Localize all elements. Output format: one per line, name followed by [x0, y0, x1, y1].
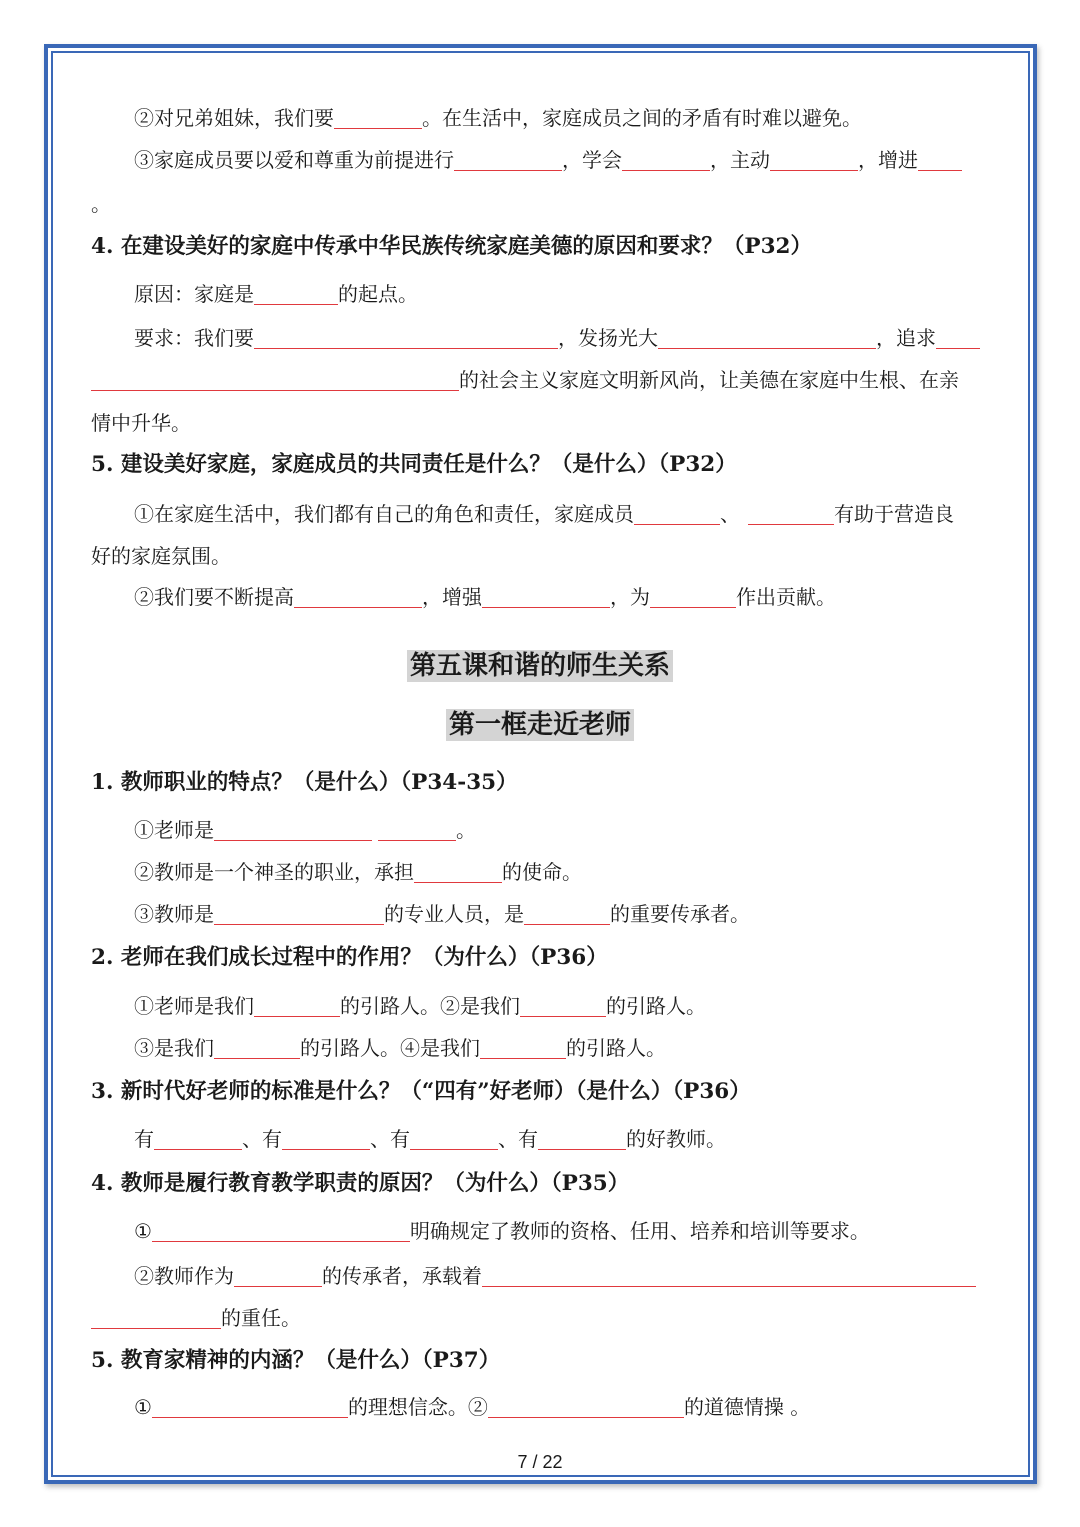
text-line: ③教师是 的专业人员，是 的重要传承者。: [134, 902, 750, 926]
page-number: 7 / 22: [517, 1452, 563, 1472]
text-line: 的社会主义家庭文明新风尚，让美德在家庭中生根、在亲: [91, 366, 1002, 394]
text-line: ②教师作为 的传承者，承载着: [134, 1262, 1002, 1290]
fill-blank[interactable]: [524, 902, 610, 925]
fill-blank[interactable]: [234, 1264, 322, 1287]
text-line: ①老师是 。: [134, 818, 476, 842]
fill-blank[interactable]: [378, 818, 456, 841]
text-line: ① 的理想信念。② 的道德情操 。: [134, 1395, 811, 1419]
fill-blank[interactable]: [650, 585, 736, 608]
fill-blank[interactable]: [634, 502, 720, 525]
fill-blank[interactable]: [410, 1127, 498, 1150]
question-heading: 1. 教师职业的特点？（是什么）（P34-35）: [91, 770, 518, 795]
fill-blank[interactable]: [214, 818, 372, 841]
text-line: 原因：家庭是 的起点。: [134, 282, 418, 306]
fill-blank[interactable]: [520, 994, 606, 1017]
fill-blank[interactable]: [918, 148, 962, 171]
fill-blank[interactable]: [214, 1036, 300, 1059]
text-line: ②对兄弟姐妹，我们要 。在生活中，家庭成员之间的矛盾有时难以避免。: [134, 106, 862, 130]
text-line: ②教师是一个神圣的职业，承担 的使命。: [134, 860, 582, 884]
fill-blank[interactable]: [454, 148, 562, 171]
fill-blank[interactable]: [152, 1395, 348, 1418]
fill-blank[interactable]: [254, 326, 558, 349]
fill-blank[interactable]: [936, 326, 980, 349]
fill-blank[interactable]: [91, 368, 459, 391]
question-heading: 2. 老师在我们成长过程中的作用？（为什么）（P36）: [91, 945, 608, 970]
text-line: ②我们要不断提高 ，增强 ，为 作出贡献。: [134, 585, 836, 609]
fill-blank[interactable]: [214, 902, 384, 925]
text-line: 有 、有 、有 、有 的好教师。: [134, 1127, 726, 1151]
lesson-subtitle: 第一框走近老师: [0, 707, 1080, 743]
fill-blank[interactable]: [482, 1264, 976, 1287]
fill-blank[interactable]: [658, 326, 876, 349]
fill-blank[interactable]: [482, 585, 610, 608]
text-line: ③家庭成员要以爱和尊重为前提进行 ，学会 ，主动 ，增进: [134, 146, 1002, 174]
question-heading: 5. 建设美好家庭，家庭成员的共同责任是什么？（是什么）（P32）: [91, 452, 737, 477]
fill-blank[interactable]: [154, 1127, 242, 1150]
fill-blank[interactable]: [488, 1395, 684, 1418]
text-line: 情中升华。: [91, 411, 191, 435]
text-line: ①老师是我们 的引路人。②是我们 的引路人。: [134, 994, 706, 1018]
fill-blank[interactable]: [254, 282, 338, 305]
text-line: ③是我们 的引路人。④是我们 的引路人。: [134, 1036, 666, 1060]
fill-blank[interactable]: [770, 148, 858, 171]
fill-blank[interactable]: [414, 860, 502, 883]
fill-blank[interactable]: [748, 502, 834, 525]
text-line: 好的家庭氛围。: [91, 544, 231, 568]
fill-blank[interactable]: [538, 1127, 626, 1150]
fill-blank[interactable]: [91, 1306, 221, 1329]
fill-blank[interactable]: [480, 1036, 566, 1059]
question-heading: 5. 教育家精神的内涵？（是什么）（P37）: [91, 1348, 501, 1373]
text-line: ① 明确规定了教师的资格、任用、培养和培训等要求。: [134, 1219, 870, 1243]
text-line: 要求：我们要 ，发扬光大 ，追求: [134, 324, 1002, 352]
fill-blank[interactable]: [622, 148, 710, 171]
fill-blank[interactable]: [152, 1219, 410, 1242]
question-heading: 4. 在建设美好的家庭中传承中华民族传统家庭美德的原因和要求？（P32）: [91, 234, 813, 259]
question-heading: 4. 教师是履行教育教学职责的原因？（为什么）（P35）: [91, 1171, 630, 1196]
text-line: 。: [91, 192, 111, 216]
lesson-title: 第五课和谐的师生关系: [0, 648, 1080, 684]
question-heading: 3. 新时代好老师的标准是什么？（“四有”好老师）（是什么）（P36）: [91, 1079, 751, 1104]
fill-blank[interactable]: [334, 106, 422, 129]
fill-blank[interactable]: [294, 585, 422, 608]
text-line: ①在家庭生活中，我们都有自己的角色和责任，家庭成员 、 有助于营造良: [134, 502, 954, 526]
text-line: 的重任。: [91, 1304, 1002, 1332]
fill-blank[interactable]: [254, 994, 340, 1017]
fill-blank[interactable]: [282, 1127, 370, 1150]
